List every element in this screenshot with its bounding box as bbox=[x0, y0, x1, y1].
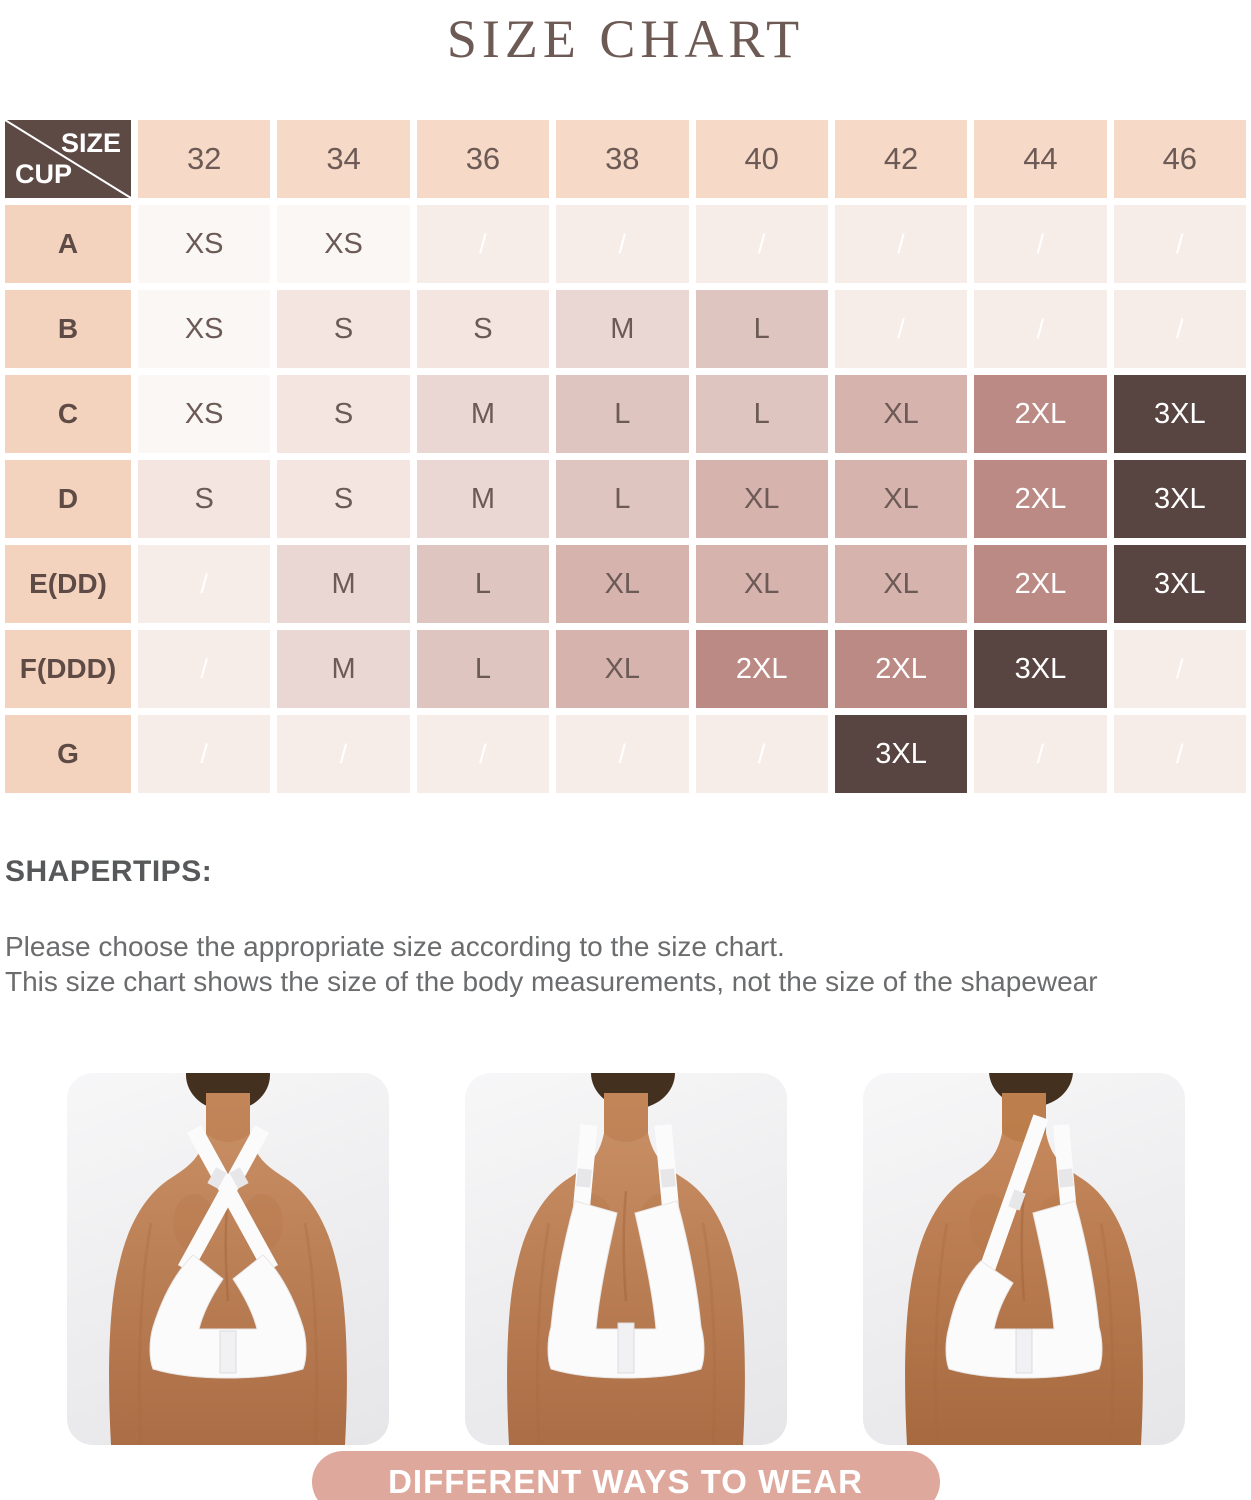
size-cell: M bbox=[277, 545, 409, 623]
size-cell: 2XL bbox=[974, 460, 1106, 538]
size-cell: / bbox=[556, 205, 688, 283]
size-cell: 3XL bbox=[974, 630, 1106, 708]
size-cell: S bbox=[138, 460, 270, 538]
size-cell: / bbox=[556, 715, 688, 793]
size-cell: 2XL bbox=[974, 545, 1106, 623]
column-header-34: 34 bbox=[277, 120, 409, 198]
size-cell: XL bbox=[556, 630, 688, 708]
size-cell: 2XL bbox=[835, 630, 967, 708]
size-cell: XS bbox=[138, 290, 270, 368]
size-cell: / bbox=[835, 205, 967, 283]
size-cell: / bbox=[696, 205, 828, 283]
cup-row-header-a: A bbox=[5, 205, 131, 283]
photo-crossed-straps-back-view bbox=[67, 1073, 389, 1445]
column-header-44: 44 bbox=[974, 120, 1106, 198]
cup-row-header-c: C bbox=[5, 375, 131, 453]
size-cell: / bbox=[974, 715, 1106, 793]
size-cell: / bbox=[417, 205, 549, 283]
photo-one-shoulder-back-view bbox=[863, 1073, 1185, 1445]
size-cell: L bbox=[417, 545, 549, 623]
size-cell: XL bbox=[556, 545, 688, 623]
size-cell: S bbox=[277, 290, 409, 368]
size-cell: XL bbox=[696, 545, 828, 623]
tips-line-1: Please choose the appropriate size according to the size chart. bbox=[5, 931, 785, 962]
size-cell: XL bbox=[835, 545, 967, 623]
cup-row-header-b: B bbox=[5, 290, 131, 368]
size-cell: M bbox=[277, 630, 409, 708]
size-cell: 3XL bbox=[1114, 460, 1246, 538]
size-cell: / bbox=[138, 630, 270, 708]
size-cell: / bbox=[974, 205, 1106, 283]
size-cell: M bbox=[417, 375, 549, 453]
size-cell: / bbox=[1114, 715, 1246, 793]
size-cell: L bbox=[417, 630, 549, 708]
size-cell: XL bbox=[835, 375, 967, 453]
column-header-40: 40 bbox=[696, 120, 828, 198]
size-cell: XL bbox=[696, 460, 828, 538]
size-cell: XL bbox=[835, 460, 967, 538]
size-cell: XS bbox=[277, 205, 409, 283]
size-cell: / bbox=[417, 715, 549, 793]
shapertips-section bbox=[5, 855, 1246, 999]
size-chart-table bbox=[5, 120, 1246, 793]
size-cell: / bbox=[277, 715, 409, 793]
size-cell: 3XL bbox=[1114, 545, 1246, 623]
size-cell: 2XL bbox=[696, 630, 828, 708]
size-cell: / bbox=[138, 715, 270, 793]
size-cell: 3XL bbox=[1114, 375, 1246, 453]
column-header-36: 36 bbox=[417, 120, 549, 198]
size-cell: 3XL bbox=[835, 715, 967, 793]
column-header-42: 42 bbox=[835, 120, 967, 198]
column-header-38: 38 bbox=[556, 120, 688, 198]
wearing-styles-gallery bbox=[0, 1073, 1251, 1445]
crossed-straps-illustration bbox=[67, 1073, 389, 1445]
corner-size-label: SIZE bbox=[60, 128, 121, 158]
size-cup-corner-cell bbox=[5, 120, 131, 198]
tips-line-2: This size chart shows the size of the body measurements, not the size of the shapewear bbox=[5, 966, 1098, 997]
classic-straps-illustration bbox=[465, 1073, 787, 1445]
size-cell: L bbox=[556, 375, 688, 453]
size-cell: S bbox=[277, 375, 409, 453]
shapertips-heading: SHAPERTIPS: bbox=[5, 855, 213, 888]
column-header-32: 32 bbox=[138, 120, 270, 198]
size-cell: 2XL bbox=[974, 375, 1106, 453]
cup-row-header-g: G bbox=[5, 715, 131, 793]
size-cell: / bbox=[974, 290, 1106, 368]
size-cell: / bbox=[138, 545, 270, 623]
size-cell: XS bbox=[138, 205, 270, 283]
size-cell: / bbox=[1114, 205, 1246, 283]
photo-classic-straps-back-view bbox=[465, 1073, 787, 1445]
size-cell: / bbox=[1114, 290, 1246, 368]
corner-cup-label: CUP bbox=[15, 159, 73, 189]
cup-row-header-d: D bbox=[5, 460, 131, 538]
size-cell: / bbox=[696, 715, 828, 793]
cup-row-header-f: F(DDD) bbox=[5, 630, 131, 708]
size-cell: L bbox=[556, 460, 688, 538]
size-cell: L bbox=[696, 290, 828, 368]
size-cell: S bbox=[277, 460, 409, 538]
size-cell: S bbox=[417, 290, 549, 368]
size-cell: M bbox=[417, 460, 549, 538]
size-cell: / bbox=[1114, 630, 1246, 708]
size-cell: M bbox=[556, 290, 688, 368]
size-cell: / bbox=[835, 290, 967, 368]
column-header-46: 46 bbox=[1114, 120, 1246, 198]
cta-row bbox=[0, 1451, 1251, 1500]
cup-row-header-e: E(DD) bbox=[5, 545, 131, 623]
size-cell: XS bbox=[138, 375, 270, 453]
size-cell: L bbox=[696, 375, 828, 453]
different-ways-to-wear-button: DIFFERENT WAYS TO WEAR bbox=[312, 1451, 940, 1500]
one-shoulder-strap-illustration bbox=[863, 1073, 1185, 1445]
page-title: SIZE CHART bbox=[446, 9, 805, 69]
